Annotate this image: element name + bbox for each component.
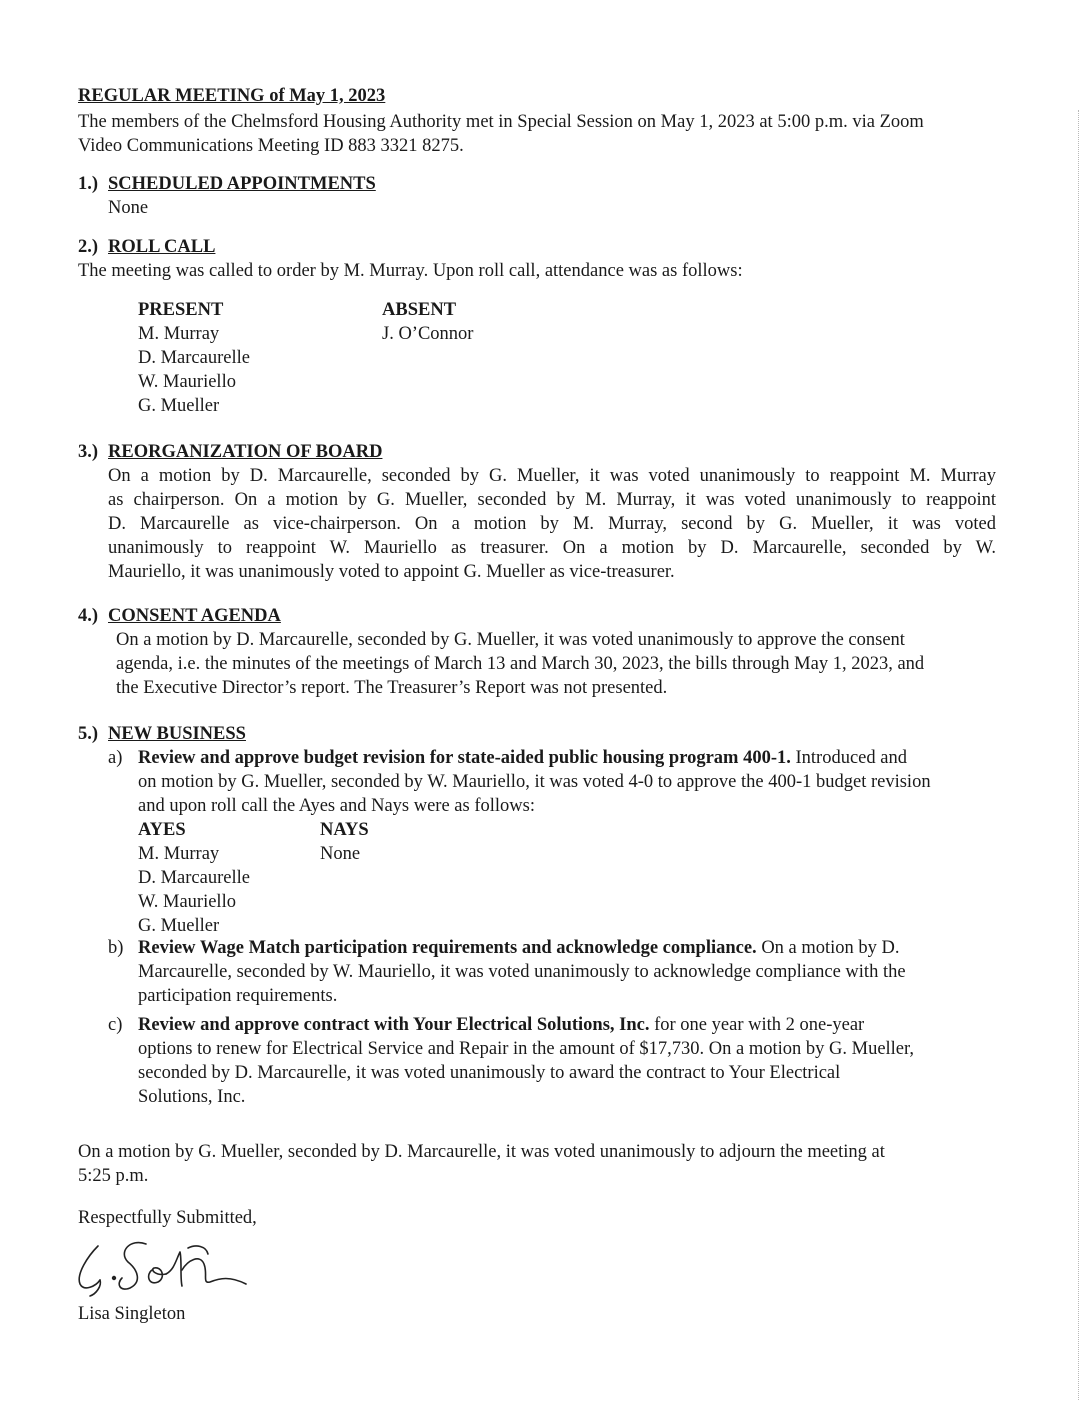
- section-title: NEW BUSINESS: [108, 724, 246, 744]
- item-letter: b): [108, 938, 124, 958]
- ayes-member: G. Mueller: [138, 916, 220, 936]
- paragraph-line: On a motion by D. Marcaurelle, seconded by G. Mueller, it was voted unanimously to reappoint M. Murray: [108, 466, 996, 486]
- section-heading-consent-agenda: [78, 604, 281, 628]
- present-member: W. Mauriello: [138, 372, 236, 392]
- item-a-bold-title: Review and approve budget revision for state-aided public housing program 400-1.: [138, 748, 791, 768]
- item-a-text: and upon roll call the Ayes and Nays were as follows:: [138, 796, 535, 816]
- item-c-text: options to renew for Electrical Service and Repair in the amount of $17,730. On a motion by G. Mueller,: [138, 1039, 915, 1059]
- present-list: [138, 298, 250, 418]
- present-member: D. Marcaurelle: [138, 348, 250, 368]
- absent-list: [382, 298, 473, 346]
- present-header: PRESENT: [138, 300, 224, 320]
- consent-agenda-paragraph: [116, 628, 924, 700]
- section-title: ROLL CALL: [108, 237, 216, 257]
- paragraph-line: the Executive Director’s report. The Treasurer’s Report was not presented.: [116, 678, 668, 698]
- paragraph-line: agenda, i.e. the minutes of the meetings of March 13 and March 30, 2023, the bills through May 1, 2023, and: [116, 654, 925, 674]
- ayes-member: M. Murray: [138, 844, 220, 864]
- item-b-text: Marcaurelle, seconded by W. Mauriello, it was voted unanimously to acknowledge compliance with the: [138, 962, 906, 982]
- intro-line: Video Communications Meeting ID 883 3321 8275.: [78, 136, 464, 156]
- present-member: M. Murray: [138, 324, 220, 344]
- absent-header: ABSENT: [382, 300, 457, 320]
- section-number: 1.): [78, 174, 99, 194]
- item-c-text: seconded by D. Marcaurelle, it was voted unanimously to award the contract to Your Electrical: [138, 1063, 841, 1083]
- ayes-member: W. Mauriello: [138, 892, 236, 912]
- signer-name: Lisa Singleton: [78, 1304, 186, 1324]
- section-heading-scheduled-appointments: [78, 172, 376, 196]
- ayes-header: AYES: [138, 820, 186, 840]
- item-c-bold-title: Review and approve contract with Your Electrical Solutions, Inc.: [138, 1015, 650, 1035]
- new-business-item-a: [138, 746, 1000, 818]
- section-title: CONSENT AGENDA: [108, 606, 281, 626]
- new-business-item-b: [138, 936, 1000, 1008]
- item-a-text: on motion by G. Mueller, seconded by W. Mauriello, it was voted 4-0 to approve the 400-1 budget revision: [138, 772, 931, 792]
- paragraph-line: unanimously to reappoint W. Mauriello as treasurer. On a motion by D. Marcaurelle, seconded by W.: [108, 538, 996, 558]
- present-member: G. Mueller: [138, 396, 220, 416]
- reorganization-paragraph: [108, 464, 996, 584]
- roll-call-body: The meeting was called to order by M. Murray. Upon roll call, attendance was as follows:: [78, 261, 743, 281]
- item-letter: a): [108, 748, 123, 768]
- absent-member: J. O’Connor: [382, 324, 474, 344]
- signature-image: [70, 1230, 260, 1300]
- paragraph-line: On a motion by G. Mueller, seconded by D. Marcaurelle, it was voted unanimously to adjourn the meeting at: [78, 1142, 885, 1162]
- section-heading-reorganization: [78, 440, 382, 464]
- section-title: REORGANIZATION OF BOARD: [108, 442, 383, 462]
- item-b-text: participation requirements.: [138, 986, 338, 1006]
- item-c-text: Solutions, Inc.: [138, 1087, 246, 1107]
- ayes-list: [138, 818, 250, 938]
- item-a-text: Introduced and: [790, 748, 907, 768]
- nays-member: None: [320, 844, 361, 864]
- section-number: 4.): [78, 606, 99, 626]
- section-title: SCHEDULED APPOINTMENTS: [108, 174, 376, 194]
- ayes-member: D. Marcaurelle: [138, 868, 250, 888]
- section-heading-new-business: [78, 722, 246, 746]
- scan-edge-artifact: [1078, 110, 1079, 1400]
- section-number: 3.): [78, 442, 99, 462]
- section-number: 2.): [78, 237, 99, 257]
- paragraph-line: D. Marcaurelle as vice-chairperson. On a motion by M. Murray, second by G. Mueller, it was voted: [108, 514, 996, 534]
- item-c-text: for one year with 2 one-year: [649, 1015, 865, 1035]
- paragraph-line: 5:25 p.m.: [78, 1166, 149, 1186]
- item-letter: c): [108, 1015, 123, 1035]
- new-business-item-c: [138, 1013, 1000, 1109]
- intro-line: The members of the Chelmsford Housing Authority met in Special Session on May 1, 2023 at 5:00 p.m. via Zoom: [78, 112, 924, 132]
- paragraph-line: as chairperson. On a motion by G. Mueller, seconded by M. Murray, it was voted unanimously to reappoint: [108, 490, 996, 510]
- scheduled-appointments-body: None: [108, 198, 149, 218]
- item-b-text: On a motion by D.: [756, 938, 900, 958]
- section-heading-roll-call: [78, 235, 215, 259]
- paragraph-line: On a motion by D. Marcaurelle, seconded by G. Mueller, it was voted unanimously to approve the consent: [116, 630, 905, 650]
- item-b-bold-title: Review Wage Match participation requirements and acknowledge compliance.: [138, 938, 757, 958]
- nays-list: [320, 818, 369, 866]
- meeting-title: REGULAR MEETING of May 1, 2023: [78, 86, 386, 106]
- section-number: 5.): [78, 724, 99, 744]
- paragraph-line: Mauriello, it was unanimously voted to appoint G. Mueller as vice-treasurer.: [108, 562, 675, 582]
- respectfully-submitted: Respectfully Submitted,: [78, 1208, 257, 1228]
- intro-paragraph: [78, 110, 924, 158]
- adjournment-paragraph: [78, 1140, 885, 1188]
- nays-header: NAYS: [320, 820, 369, 840]
